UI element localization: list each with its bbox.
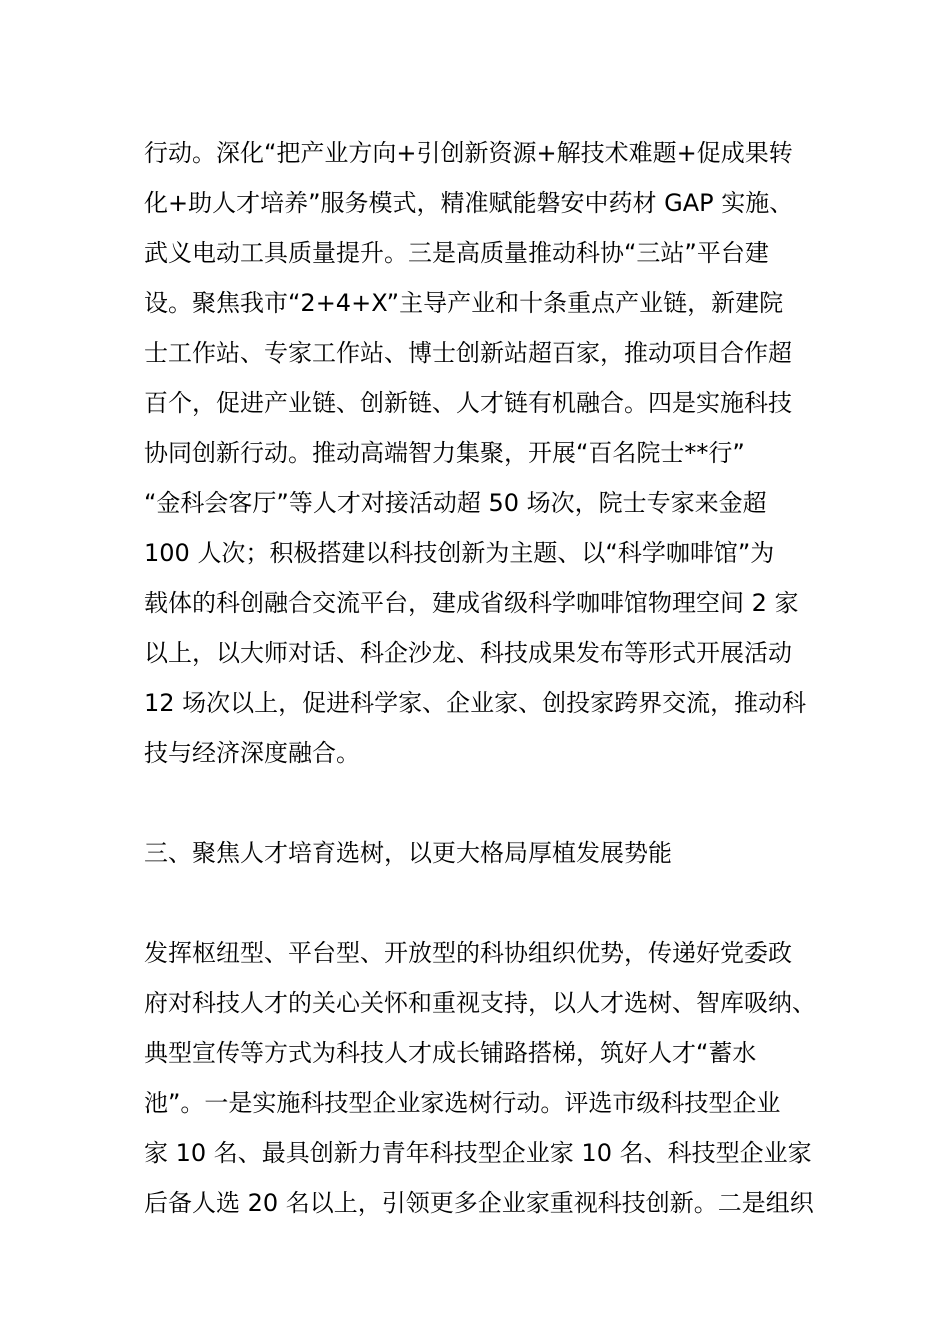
text-line: 池”。一是实施科技型企业家选树行动。评选市级科技型企业 <box>144 1089 781 1117</box>
section-heading: 三、聚焦人才培育选树，以更大格局厚植发展势能 <box>144 839 672 867</box>
text-line: 化+助人才培养”服务模式，精准赋能磐安中药材 GAP 实施、 <box>144 189 794 217</box>
text-line: 载体的科创融合交流平台，建成省级科学咖啡馆物理空间 2 家 <box>144 589 799 617</box>
text-line: 12 场次以上，促进科学家、企业家、创投家跨界交流，推动科 <box>144 689 807 717</box>
text-line: 协同创新行动。推动高端智力集聚，开展“百名院士**行” <box>144 439 745 467</box>
paragraph-2 <box>144 928 824 1228</box>
text-line: 100 人次；积极搭建以科技创新为主题、以“科学咖啡馆”为 <box>144 539 775 567</box>
text-line: 百个，促进产业链、创新链、人才链有机融合。四是实施科技 <box>144 389 792 417</box>
text-line: 家 10 名、最具创新力青年科技型企业家 10 名、科技型企业家 <box>144 1139 812 1167</box>
text-line: 武义电动工具质量提升。三是高质量推动科协“三站”平台建 <box>144 239 769 267</box>
text-line: 以上，以大师对话、科企沙龙、科技成果发布等形式开展活动 <box>144 639 792 667</box>
text-line: “金科会客厅”等人才对接活动超 50 场次，院士专家来金超 <box>144 489 767 517</box>
text-line: 技与经济深度融合。 <box>144 739 360 767</box>
text-line: 后备人选 20 名以上，引领更多企业家重视科技创新。二是组织 <box>144 1189 814 1217</box>
text-line: 发挥枢纽型、平台型、开放型的科协组织优势，传递好党委政 <box>144 939 792 967</box>
text-line: 士工作站、专家工作站、博士创新站超百家，推动项目合作超 <box>144 339 792 367</box>
paragraph-spacer <box>144 778 824 828</box>
text-line: 典型宣传等方式为科技人才成长铺路搭梯，筑好人才“蓄水 <box>144 1039 757 1067</box>
text-line: 行动。深化“把产业方向+引创新资源+解技术难题+促成果转 <box>144 139 793 167</box>
text-line: 府对科技人才的关心关怀和重视支持，以人才选树、智库吸纳、 <box>144 989 816 1017</box>
paragraph-1 <box>144 128 824 778</box>
text-line: 设。聚焦我市“2+4+X”主导产业和十条重点产业链，新建院 <box>144 289 784 317</box>
document-body <box>144 128 824 1228</box>
paragraph-spacer <box>144 878 824 928</box>
